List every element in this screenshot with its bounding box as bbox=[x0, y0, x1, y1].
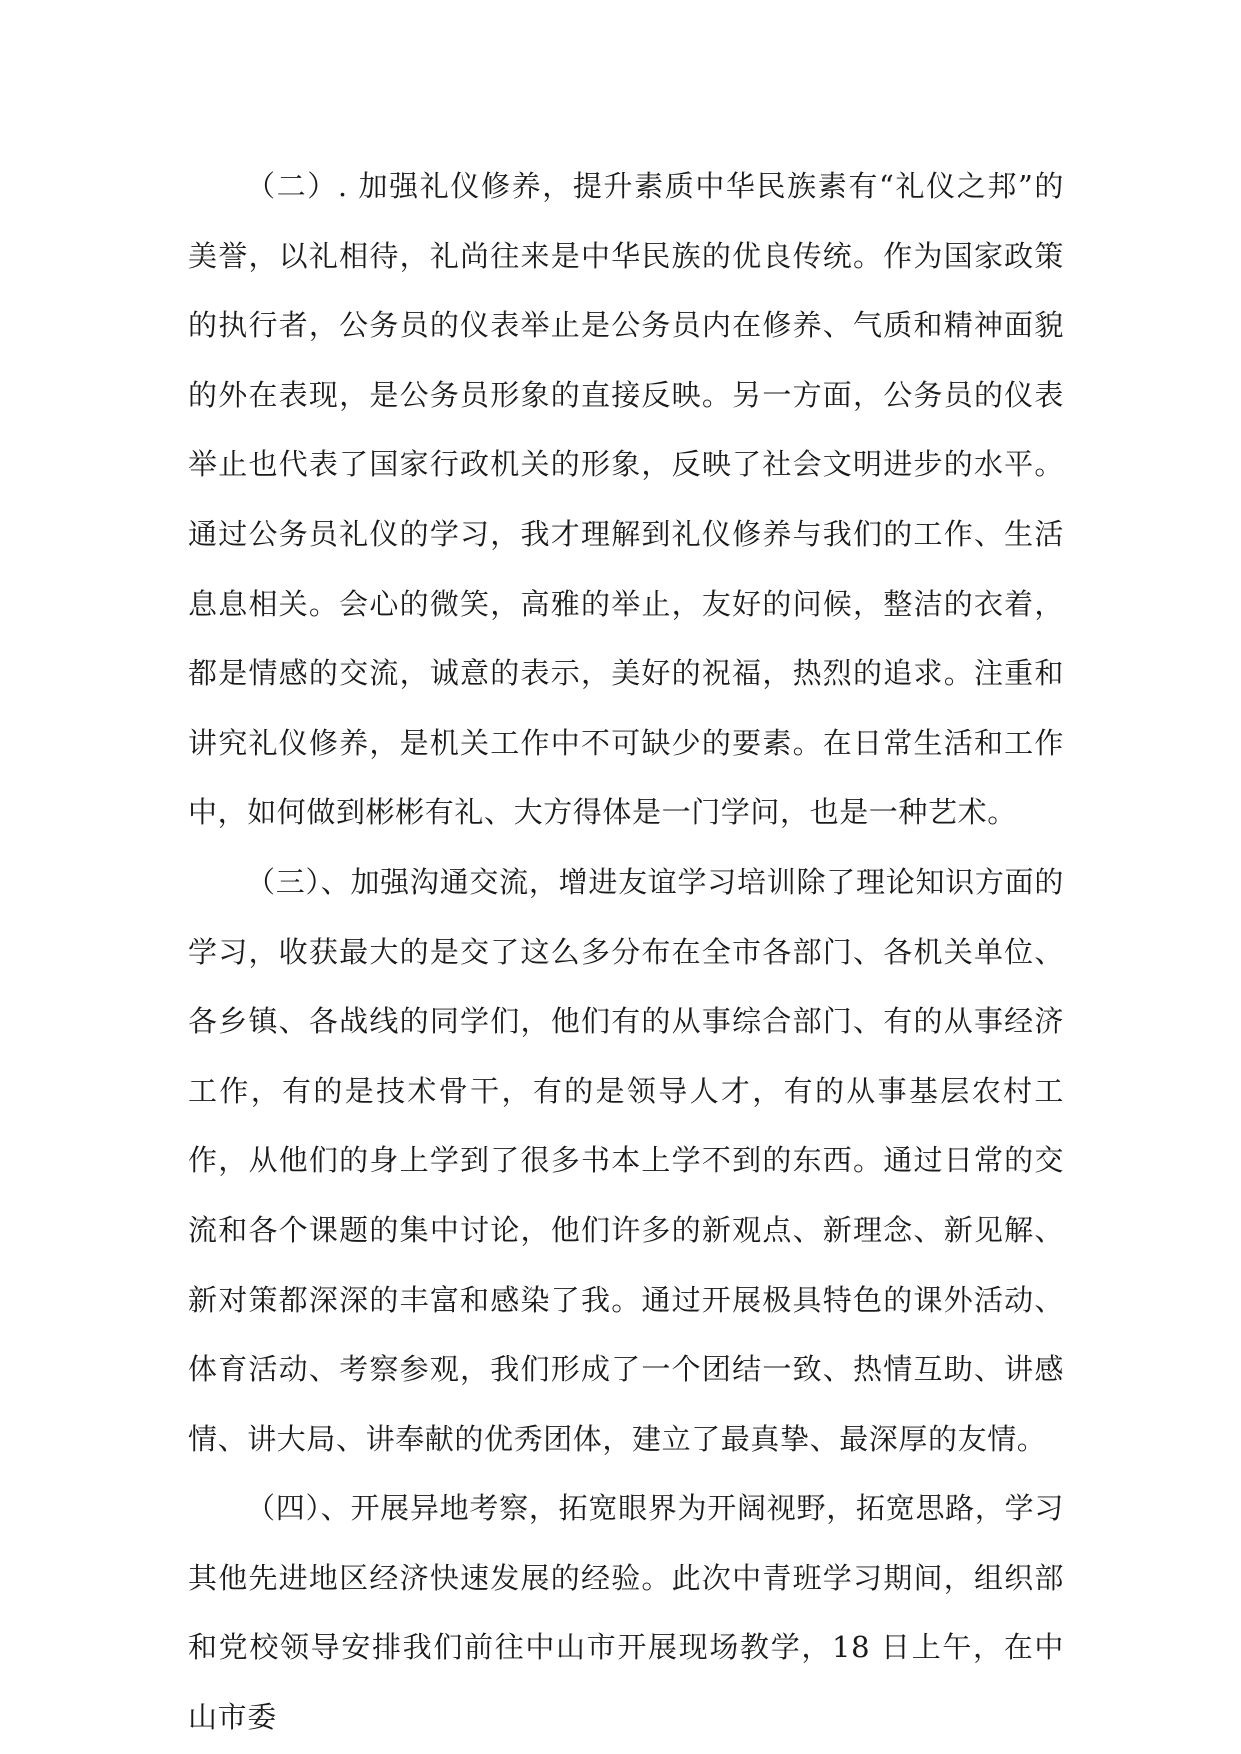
document-body bbox=[188, 152, 1064, 1753]
paragraph-etiquette: （二）. 加强礼仪修养，提升素质中华民族素有“礼仪之邦”的美誉，以礼相待，礼尚往来是中华民族的优良传统。作为国家政策的执行者，公务员的仪表举止是公务员内在修养、气质和精神面貌的外在表现，是公务员形象的直接反映。另一方面，公务员的仪表举止也代表了国家行政机关的形象，反映了社会文明进步的水平。通过公务员礼仪的学习，我才理解到礼仪修养与我们的工作、生活息息相关。会心的微笑，高雅的举止，友好的问候，整洁的衣着，都是情感的交流，诚意的表示，美好的祝福，热烈的追求。注重和讲究礼仪修养，是机关工作中不可缺少的要素。在日常生活和工作中，如何做到彬彬有礼、大方得体是一门学问，也是一种艺术。 bbox=[188, 169, 1064, 830]
paragraph-field-study: （四）、开展异地考察，拓宽眼界为开阔视野，拓宽思路，学习其他先进地区经济快速发展的经验。此次中青班学习期间，组织部和党校领导安排我们前往中山市开展现场教学，18 日上午，在中山市委 bbox=[188, 1491, 1064, 1735]
paragraph-communication: （三）、加强沟通交流，增进友谊学习培训除了理论知识方面的学习，收获最大的是交了这么多分布在全市各部门、各机关单位、各乡镇、各战线的同学们，他们有的从事综合部门、有的从事经济工作，有的是技术骨干，有的是领导人才，有的从事基层农村工作，从他们的身上学到了很多书本上学不到的东西。通过日常的交流和各个课题的集中讨论，他们许多的新观点、新理念、新见解、新对策都深深的丰富和感染了我。通过开展极具特色的课外活动、体育活动、考察参观，我们形成了一个团结一致、热情互助、讲感情、讲大局、讲奉献的优秀团体，建立了最真挚、最深厚的友情。 bbox=[188, 864, 1064, 1456]
